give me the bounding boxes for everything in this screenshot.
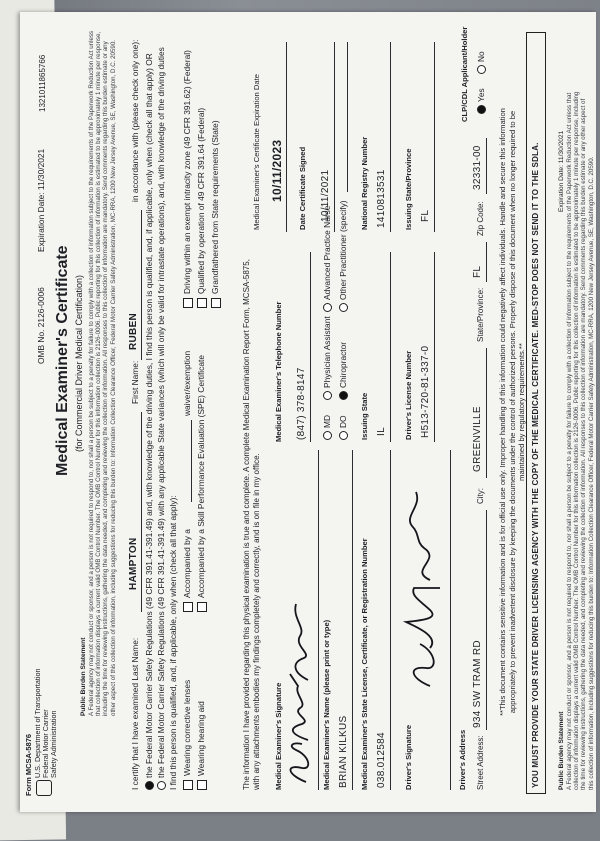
registry-label: National Registry Number bbox=[360, 136, 369, 230]
role-md-label: MD bbox=[322, 414, 332, 428]
sdla-banner: YOU MUST PROVIDE YOUR STATE DRIVER LICENSING AGENCY WITH THE COPY OF THE MEDICAL CERTIFICATE. MED-STOP DOES NOT SEND IT TO THE SDLA. bbox=[531, 142, 540, 788]
first-name-label: First Name: bbox=[130, 360, 140, 404]
certificate-page bbox=[20, 12, 596, 812]
role-chiropractor-radio[interactable] bbox=[339, 391, 348, 400]
role-chiropractor-label: Chiropractor bbox=[338, 341, 348, 388]
dot-logo-icon bbox=[36, 780, 52, 796]
cert-expiration-label: Medical Examiner's Certificate Expiration Date bbox=[252, 74, 261, 230]
role-other[interactable] bbox=[338, 200, 348, 312]
dl-value[interactable]: H513-720-81-337-0 bbox=[420, 345, 431, 438]
cond-exempt-zone-label: Driving within an exempt intracity zone (49 CFR 391.62) (Federal) bbox=[182, 50, 192, 294]
clp-no-label: No bbox=[476, 51, 486, 62]
street-value[interactable]: 934 SW TRAM RD bbox=[472, 640, 483, 728]
issuing-state-value[interactable]: IL bbox=[376, 427, 387, 436]
attestation-statement: The information I have provided regarding this physical examination is true and complete. A complete Medical Examination Report Form, MCSA-5875, with any attachments embodies my findings completely and correctly, and is on file in my office. bbox=[242, 259, 261, 790]
examiner-signature-label: Medical Examiner's Signature bbox=[274, 682, 283, 790]
cond-hearing[interactable] bbox=[196, 701, 207, 790]
option-federal-text: the Federal Motor Carrier Safety Regulations (49 CFR 391.41-391.49) and, with knowledge of the driving duties, I find this person is qualified, and, if applicable, only when (check all that apply) OR bbox=[144, 53, 154, 778]
cond-spe-label: Accompanied by a Skill Performance Evaluation (SPE) Certificate bbox=[196, 355, 206, 598]
cond-lenses[interactable] bbox=[182, 680, 193, 790]
license-label: Medical Examiner's State License, Certificate, or Registration Number bbox=[360, 538, 369, 790]
license-value[interactable]: 038.012584 bbox=[376, 732, 387, 788]
cond-lenses-label: Wearing corrective lenses bbox=[182, 679, 192, 776]
address-label: Driver's Address bbox=[458, 729, 467, 790]
omb-number: OMB No. 2126-0006 bbox=[36, 287, 46, 364]
role-other-radio[interactable] bbox=[339, 303, 348, 312]
page-subtitle: (for Commercial Driver Medical Certification) bbox=[74, 274, 84, 452]
cond-spe[interactable] bbox=[196, 355, 207, 612]
footer-right: Expiration Date: 11/30/2021 bbox=[558, 130, 565, 212]
driver-signature-label: Driver's Signature bbox=[404, 724, 413, 790]
dl-state-value[interactable]: FL bbox=[420, 209, 431, 222]
clp-no-radio[interactable] bbox=[477, 65, 486, 74]
registry-value[interactable]: 1410813531 bbox=[376, 169, 387, 228]
last-name-label: I certify that I have examined Last Name: bbox=[130, 637, 140, 790]
agency-line-2: Federal Motor Carrier bbox=[41, 709, 50, 778]
agency-line-3: Safety Administration bbox=[49, 710, 58, 778]
date-signed-value[interactable]: 10/11/2021 bbox=[320, 169, 331, 222]
last-name-value[interactable]: HAMPTON bbox=[128, 537, 139, 590]
phone-value[interactable]: (847) 378-8147 bbox=[296, 367, 307, 440]
agency-line-1: U.S. Department of Transportation bbox=[33, 668, 42, 778]
cond-accompanied[interactable] bbox=[182, 529, 193, 612]
city-value[interactable]: GREENVILLE bbox=[472, 406, 483, 472]
issuing-state-label: Issuing State bbox=[360, 392, 369, 440]
cond-qualified-op-label: Qualified by operation of 49 CFR 391.64 (Federal) bbox=[196, 107, 206, 294]
state-label: State/Province: bbox=[476, 287, 485, 342]
dl-label: Driver's License Number bbox=[404, 350, 413, 440]
form-expiration: Expiration Date: 11/30/2021 bbox=[36, 148, 46, 252]
role-do-label: DO bbox=[338, 415, 348, 428]
clp-yes-label: Yes bbox=[476, 88, 486, 102]
option-state-radio[interactable] bbox=[157, 781, 166, 790]
cond-exempt-zone[interactable] bbox=[182, 50, 193, 308]
cond-accompanied-checkbox[interactable] bbox=[183, 602, 193, 612]
option-federal[interactable] bbox=[144, 53, 154, 790]
role-apn-label: Advanced Practice Nurse bbox=[322, 205, 332, 300]
option-state-text: the Federal Motor Carrier Safety Regulations (49 CFR 391.41-391.49) with any applicable State variances (which will only be valid for intrastate operations), and, with knowledge of the driving duties bbox=[156, 47, 166, 778]
cond-hearing-label: Wearing hearing aid bbox=[196, 701, 206, 776]
role-pa[interactable] bbox=[322, 316, 332, 400]
option-federal-radio[interactable] bbox=[145, 781, 154, 790]
footer-left: Public Burden Statement bbox=[558, 711, 565, 790]
page-title: Medical Examiner's Certificate bbox=[54, 245, 71, 476]
certify-tail: in accordance with (please check only one): bbox=[130, 39, 140, 202]
burden-title: Public Burden Statement bbox=[80, 637, 87, 716]
cond-grandfathered-checkbox[interactable] bbox=[211, 298, 221, 308]
examiner-name-value[interactable]: BRIAN KILKUS bbox=[338, 715, 349, 788]
role-chiropractor[interactable] bbox=[338, 342, 348, 400]
city-label: City: bbox=[476, 488, 485, 504]
role-other-label: Other Practitioner (specify) bbox=[338, 200, 348, 300]
clp-no[interactable] bbox=[476, 51, 486, 74]
role-do-radio[interactable] bbox=[339, 431, 348, 440]
role-apn-radio[interactable] bbox=[323, 303, 332, 312]
qualified-when: I find this person is qualified, and, if applicable, only when (check all that apply): bbox=[168, 495, 178, 790]
cond-waiver-label: waiver/exemption bbox=[182, 350, 192, 416]
zip-value[interactable]: 32331-00 bbox=[472, 145, 483, 190]
footer-fine-print: A Federal agency may not conduct or sponsor, and a person is not required to respond to, nor shall a person be subject to a penalty for failure to comply with a collection of information subject to the requirements of the Paperwork Reduction Act unless that collection of information displays a current valid OMB Control Number. The OMB Control Number for this information collection is 2126-0006. Public reporting for this collection of information is estimated to be approximately 1 minute per response, including the time for reviewing instructions, gathering the data needed, and completing and reviewing the collection of information. All responses to this collection of information are mandatory. Send comments regarding this burden estimate or any other aspect of this collection of information, including suggestions for reducing this burden to: Information Collection Clearance Officer, Federal Motor Carrier Safety Administration, MC-RRA, 1200 New Jersey Avenue, SE, Washington, D.C. 20590. bbox=[566, 91, 595, 790]
state-value[interactable]: FL bbox=[472, 265, 483, 278]
street-label: Street Address: bbox=[476, 735, 485, 790]
option-state-variance[interactable] bbox=[156, 47, 166, 790]
cert-expiration-value[interactable]: 10/11/2023 bbox=[270, 139, 284, 202]
cond-qualified-op-checkbox[interactable] bbox=[197, 298, 207, 308]
dl-state-label: Issuing State/Province bbox=[404, 148, 413, 230]
cond-hearing-checkbox[interactable] bbox=[197, 780, 207, 790]
role-apn[interactable] bbox=[322, 206, 332, 313]
examiner-signature-image[interactable] bbox=[282, 596, 316, 786]
role-do[interactable] bbox=[338, 415, 348, 440]
cond-grandfathered-label: Grandfathered from State requirements (State) bbox=[210, 120, 220, 294]
cond-qualified-op[interactable] bbox=[196, 108, 207, 308]
examiner-name-label: Medical Examiner's Name (please print or type) bbox=[322, 619, 331, 790]
clp-yes[interactable] bbox=[476, 88, 486, 114]
cond-exempt-zone-checkbox[interactable] bbox=[183, 298, 193, 308]
date-signed-label: Date Certificate Signed bbox=[298, 146, 307, 230]
form-id: Form MCSA-5876 bbox=[24, 733, 33, 796]
driver-signature-image[interactable] bbox=[400, 472, 448, 692]
role-pa-radio[interactable] bbox=[323, 391, 332, 400]
role-md[interactable] bbox=[322, 415, 332, 440]
cond-accompanied-label: Accompanied by a bbox=[182, 529, 192, 598]
certificate-content bbox=[20, 12, 596, 812]
first-name-value[interactable]: RUBEN bbox=[128, 312, 139, 350]
cond-grandfathered[interactable] bbox=[210, 120, 221, 308]
serial-number: 1321011865766 bbox=[38, 54, 47, 112]
burden-text: A Federal agency may not conduct or sponsor, and a person is not required to respond to, nor shall a person be subject to a penalty for failure to comply with a collection of information subject to the requirements of the Paperwork Reduction Act unless that collection of information displays a current valid OMB Control Number. The OMB Control Number for this information collection is 2126-0006. Public reporting for this collection of information is estimated to be approximately 1 minute per response, including the time for reviewing instructions, gathering the data needed, and completing and reviewing the collection of information. All responses to this collection of information are mandatory. Send comments regarding this burden estimate or any other aspect of this collection of information, including suggestions for reducing this burden to: Information Collection Clearance Officer, Federal Motor Carrier Safety Administration, MC-RRA, 1200 New Jersey Avenue, SE, Washington, D.C. 20590. bbox=[88, 30, 117, 716]
role-pa-label: Physician Assistant bbox=[322, 316, 332, 388]
cond-lenses-checkbox[interactable] bbox=[183, 780, 193, 790]
sensitivity-notice: **This document contains sensitive information and is for official use only. Improper handling of this information could negatively affect individuals. Handle and secure this information appropriately to prevent inadvertent disclosure by keeping the documents under the control of authorized persons. Properly dispose of this document when no longer required to be maintained by regulatory requirements.** bbox=[498, 108, 527, 716]
clp-yes-radio[interactable] bbox=[477, 105, 486, 114]
zip-label: Zip Code: bbox=[476, 201, 485, 236]
cond-spe-checkbox[interactable] bbox=[197, 602, 207, 612]
clp-label: CLP/CDL Applicant/Holder bbox=[460, 26, 469, 122]
phone-label: Medical Examiner's Telephone Number bbox=[274, 301, 283, 442]
role-md-radio[interactable] bbox=[323, 431, 332, 440]
